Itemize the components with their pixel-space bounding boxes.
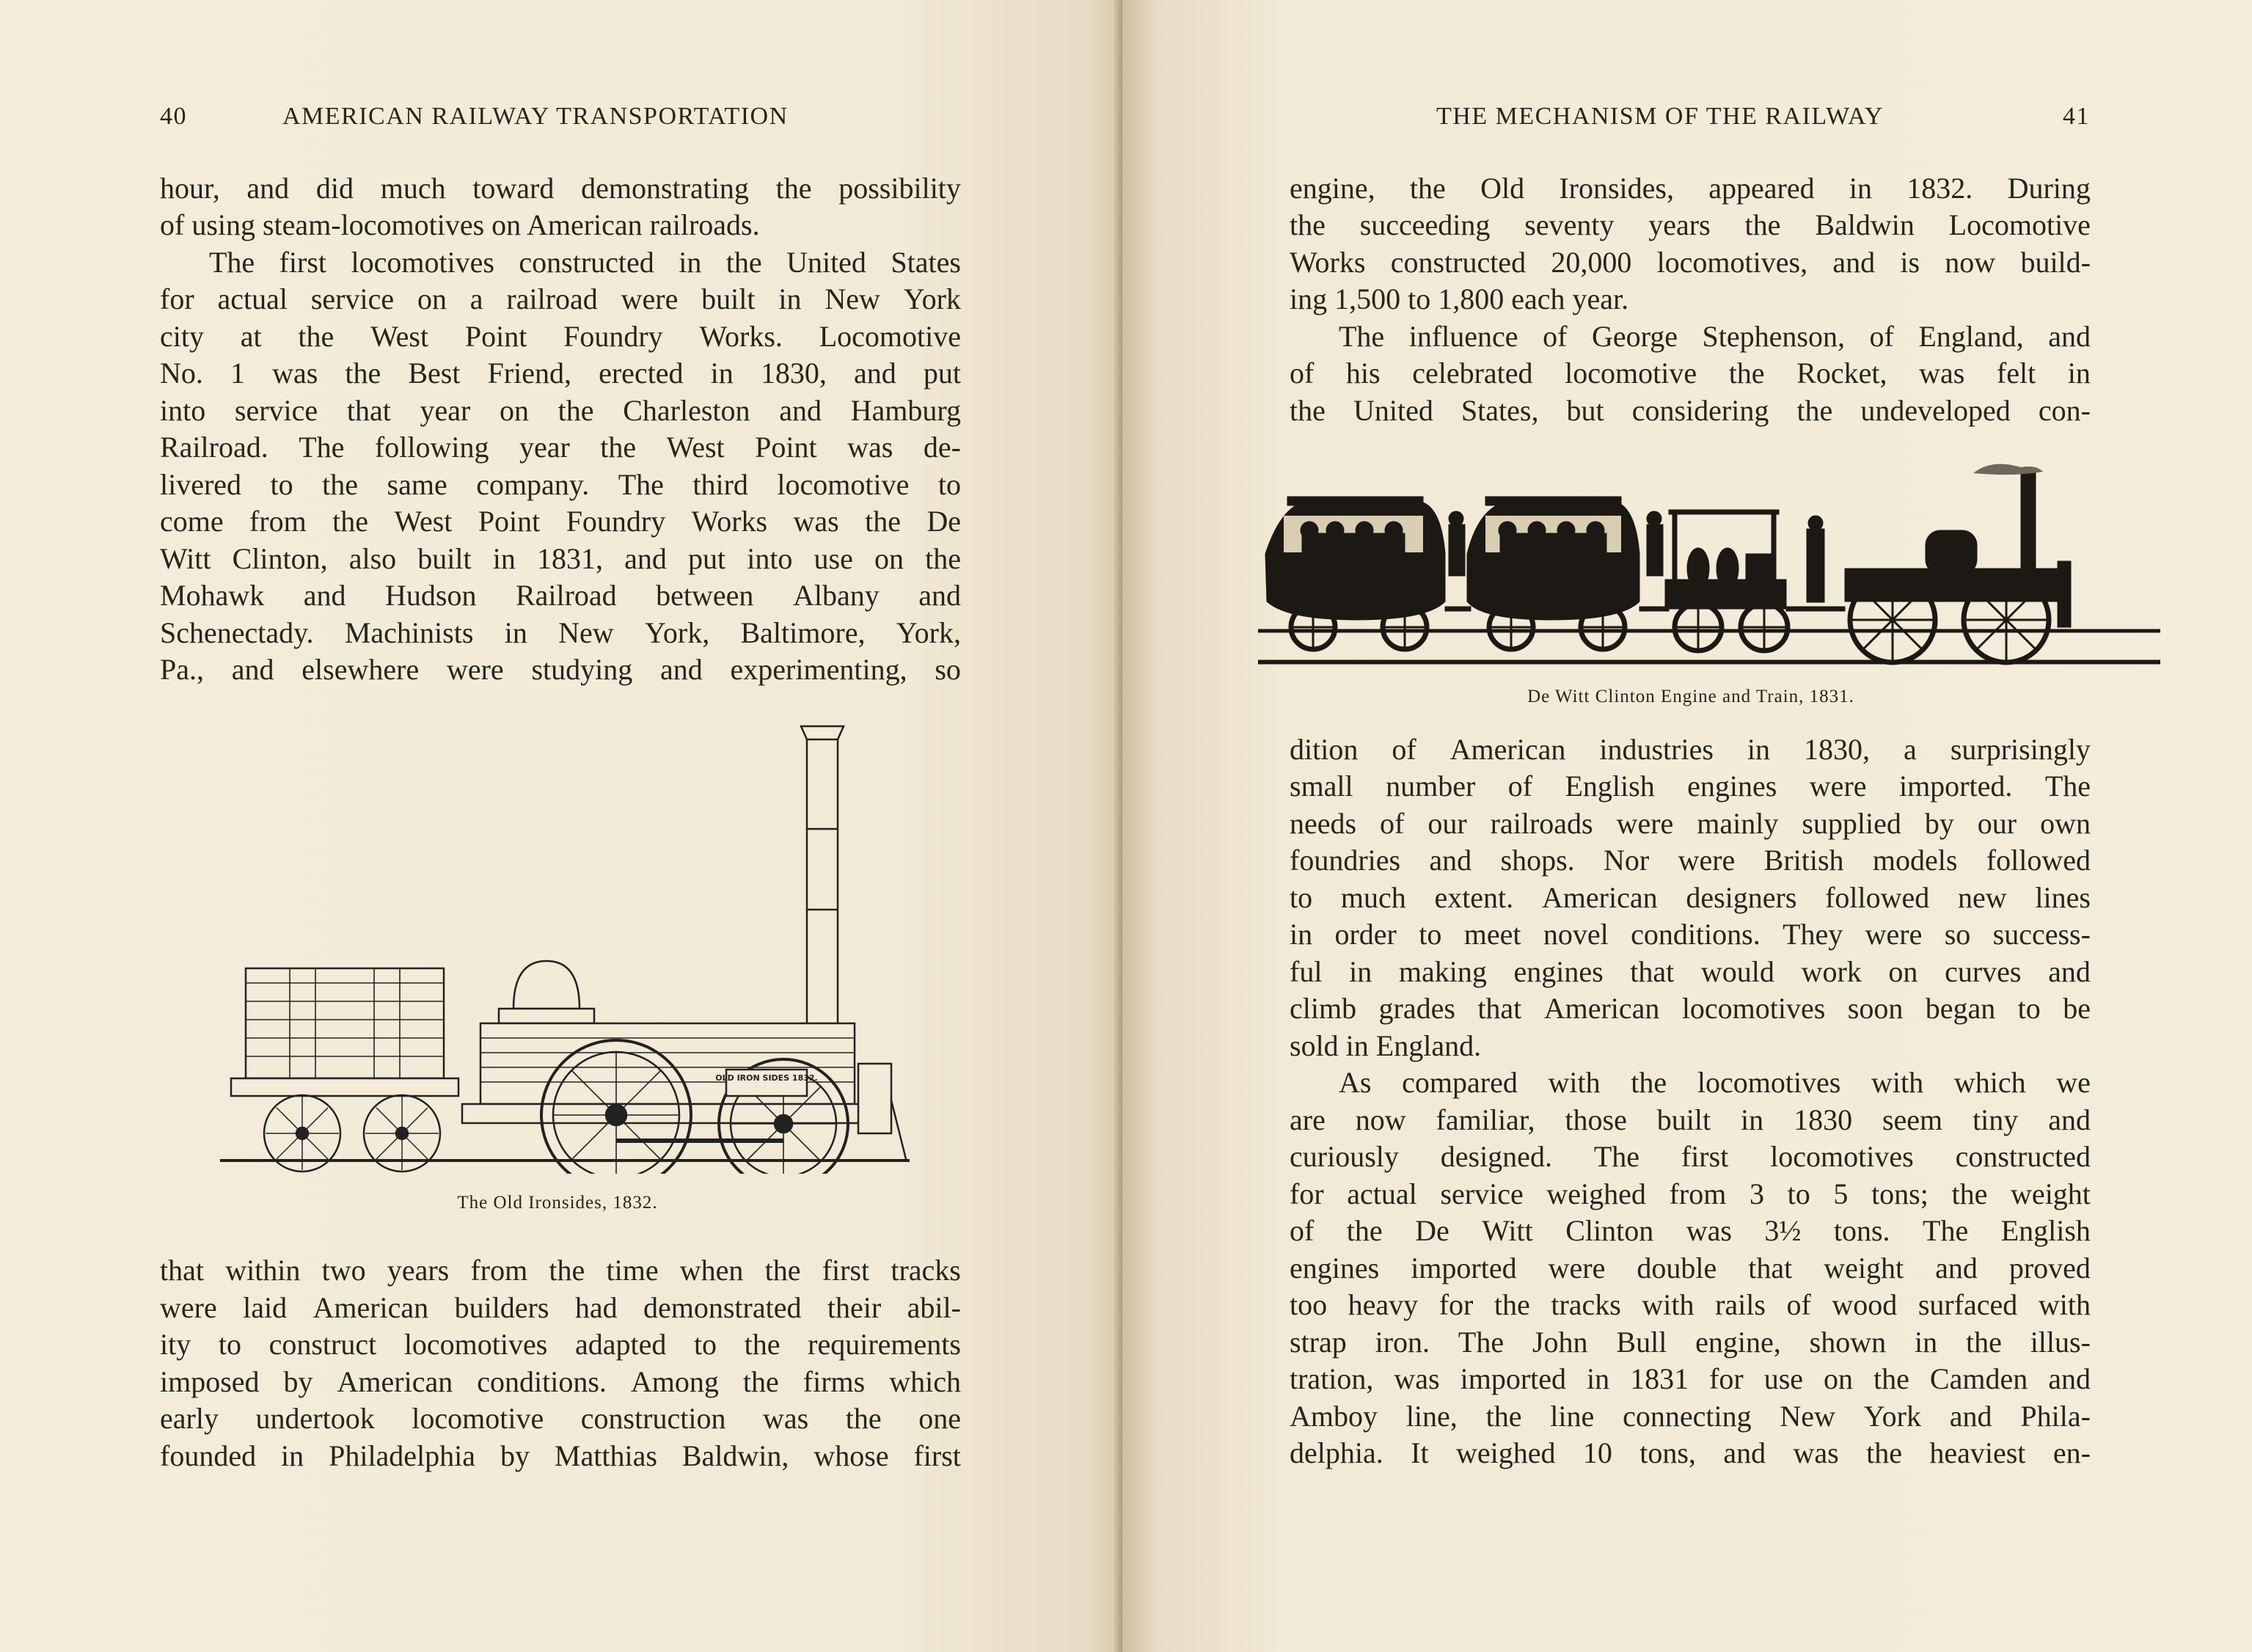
- text-line: ful in making engines that would work on curves and: [1290, 955, 2091, 988]
- text-line: climb grades that American locomotives soon began to be: [1290, 992, 2091, 1025]
- text-line: tration, was imported in 1831 for use on the Camden and: [1290, 1362, 2091, 1395]
- text-line: No. 1 was the Best Friend, erected in 1830, and put: [160, 357, 961, 390]
- right-running-head: THE MECHANISM OF THE RAILWAY: [1436, 103, 1884, 130]
- engraved-nameplate-label: OLD IRON SIDES 1832.: [715, 1073, 818, 1083]
- text-line: city at the West Point Foundry Works. Locomotive: [160, 320, 961, 353]
- text-line: for actual service on a railroad were built in New York: [160, 282, 961, 315]
- text-line: of his celebrated locomotive the Rocket, was felt in: [1290, 357, 2091, 390]
- text-line: engine, the Old Ironsides, appeared in 1832. During: [1290, 172, 2091, 205]
- text-line: into service that year on the Charleston and Hamburg: [160, 394, 961, 427]
- text-line: livered to the same company. The third locomotive to: [160, 468, 961, 501]
- left-page: [0, 0, 1122, 1652]
- text-line: of the De Witt Clinton was 3½ tons. The English: [1290, 1214, 2091, 1247]
- text-line: The influence of George Stephenson, of England, and: [1339, 320, 2091, 353]
- text-line: that within two years from the time when the first tracks: [160, 1254, 961, 1287]
- text-line: the succeeding seventy years the Baldwin Locomotive: [1290, 208, 2091, 241]
- text-line: Schenectady. Machinists in New York, Baltimore, York,: [160, 616, 961, 649]
- text-line: are now familiar, those built in 1830 seem tiny and: [1290, 1103, 2091, 1136]
- text-line: sold in England.: [1290, 1029, 1482, 1062]
- text-line: ing 1,500 to 1,800 each year.: [1290, 282, 1629, 315]
- right-page: [1122, 0, 2252, 1652]
- text-line: Pa., and elsewhere were studying and experimenting, so: [160, 653, 961, 686]
- text-line: too heavy for the tracks with rails of wood surfaced with: [1290, 1288, 2091, 1321]
- text-line: engines imported were double that weight and proved: [1290, 1251, 2091, 1284]
- text-line: ity to construct locomotives adapted to the requirements: [160, 1328, 961, 1361]
- text-line: were laid American builders had demonstrated their abil-: [160, 1291, 961, 1324]
- de-witt-clinton-illustration: [1258, 451, 2160, 671]
- text-line: delphia. It weighed 10 tons, and was the heaviest en-: [1290, 1436, 2091, 1469]
- de-witt-clinton-caption: De Witt Clinton Engine and Train, 1831.: [1527, 687, 1854, 706]
- text-line: for actual service weighed from 3 to 5 tons; the weight: [1290, 1177, 2091, 1210]
- left-running-head: AMERICAN RAILWAY TRANSPORTATION: [282, 103, 789, 130]
- text-line: hour, and did much toward demonstrating the possibility: [160, 172, 961, 205]
- text-line: in order to meet novel conditions. They were so success-: [1290, 918, 2091, 951]
- text-line: to much extent. American designers followed new lines: [1290, 881, 2091, 914]
- old-ironsides-caption: The Old Ironsides, 1832.: [457, 1193, 658, 1213]
- text-line: Works constructed 20,000 locomotives, and is now build-: [1290, 246, 2091, 279]
- left-page-number: 40: [160, 103, 187, 130]
- text-line: Amboy line, the line connecting New York and Phila-: [1290, 1400, 2091, 1433]
- text-line: of using steam-locomotives on American railroads.: [160, 208, 760, 241]
- right-page-number: 41: [2063, 103, 2090, 130]
- text-line: small number of English engines were imported. The: [1290, 770, 2091, 803]
- text-line: strap iron. The John Bull engine, shown in the illus-: [1290, 1326, 2091, 1359]
- text-line: imposed by American conditions. Among the firms which: [160, 1365, 961, 1398]
- text-line: Mohawk and Hudson Railroad between Albany and: [160, 579, 961, 612]
- text-line: As compared with the locomotives with which we: [1339, 1066, 2091, 1099]
- text-line: The first locomotives constructed in the United States: [209, 246, 961, 279]
- text-line: come from the West Point Foundry Works was the De: [160, 505, 961, 538]
- old-ironsides-illustration: [220, 719, 910, 1174]
- text-line: needs of our railroads were mainly supplied by our own: [1290, 807, 2091, 840]
- text-line: dition of American industries in 1830, a surprisingly: [1290, 733, 2091, 766]
- text-line: Railroad. The following year the West Point was de-: [160, 431, 961, 464]
- text-line: curiously designed. The first locomotives constructed: [1290, 1140, 2091, 1173]
- text-line: Witt Clinton, also built in 1831, and put into use on the: [160, 542, 961, 575]
- text-line: early undertook locomotive construction was the one: [160, 1402, 961, 1435]
- text-line: founded in Philadelphia by Matthias Baldwin, whose first: [160, 1439, 961, 1472]
- text-line: foundries and shops. Nor were British models followed: [1290, 844, 2091, 877]
- text-line: the United States, but considering the undeveloped con-: [1290, 394, 2091, 427]
